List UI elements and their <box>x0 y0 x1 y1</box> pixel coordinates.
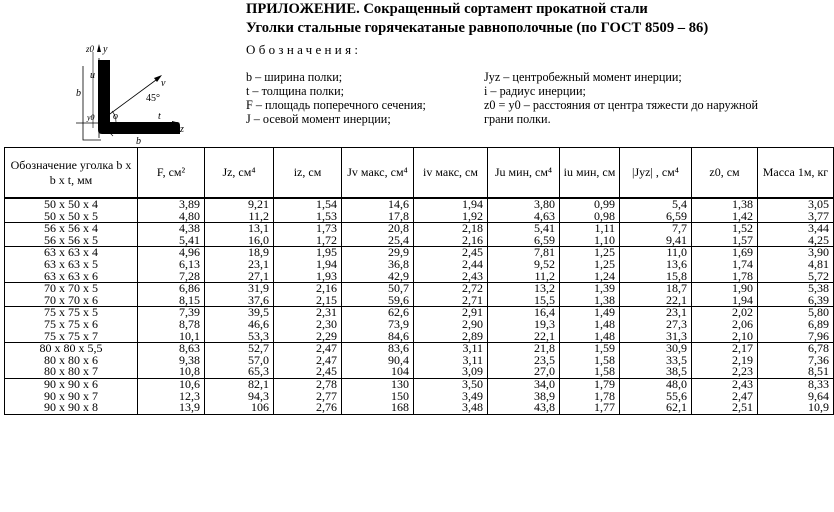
table-cell: 25,4 <box>342 235 414 247</box>
table-cell: 2,43 <box>414 271 488 283</box>
table-cell: 2,06 <box>692 319 758 331</box>
table-cell: 50,7 <box>342 283 414 295</box>
angle-steel-table <box>4 147 834 415</box>
table-cell: 3,77 <box>758 211 834 223</box>
table-row <box>5 271 834 283</box>
table-cell: 18,7 <box>620 283 692 295</box>
page-title: ПРИЛОЖЕНИЕ. Сокращенный сортамент прокатной стали <box>246 1 648 17</box>
profile-designation-cell: 70 х 70 х 6 <box>5 295 138 307</box>
table-cell: 3,50 <box>414 378 488 390</box>
table-cell: 5,41 <box>138 235 205 247</box>
table-cell: 8,33 <box>758 378 834 390</box>
column-header: iv макс, см <box>414 148 488 199</box>
profile-designation-cell: 90 х 90 х 8 <box>5 402 138 414</box>
table-cell: 6,89 <box>758 319 834 331</box>
table-cell: 1,57 <box>692 235 758 247</box>
table-cell: 2,17 <box>692 343 758 355</box>
table-cell: 6,39 <box>758 295 834 307</box>
table-cell: 5,72 <box>758 271 834 283</box>
table-cell: 2,19 <box>692 355 758 367</box>
column-header: Масса 1м, кг <box>758 148 834 199</box>
column-header: Jv макс, см⁴ <box>342 148 414 199</box>
profile-designation-cell: 50 х 50 х 5 <box>5 211 138 223</box>
table-cell: 82,1 <box>205 378 274 390</box>
table-cell: 1,58 <box>560 355 620 367</box>
table-cell: 9,21 <box>205 198 274 211</box>
profile-designation-cell: 56 х 56 х 5 <box>5 235 138 247</box>
table-cell: 38,5 <box>620 366 692 378</box>
table-cell: 11,0 <box>620 247 692 259</box>
b-left-label: b <box>76 88 81 99</box>
legend-left <box>246 70 426 126</box>
table-cell: 27,3 <box>620 319 692 331</box>
table-cell: 2,47 <box>692 391 758 403</box>
table-cell: 5,80 <box>758 307 834 319</box>
profile-designation-cell: 75 х 75 х 5 <box>5 307 138 319</box>
table-cell: 22,1 <box>620 295 692 307</box>
table-cell: 10,8 <box>138 366 205 378</box>
table-cell: 1,48 <box>560 319 620 331</box>
table-cell: 48,0 <box>620 378 692 390</box>
y-label: y <box>103 44 108 55</box>
table-cell: 36,8 <box>342 259 414 271</box>
table-cell: 2,15 <box>274 295 342 307</box>
table-cell: 4,81 <box>758 259 834 271</box>
table-cell: 29,9 <box>342 247 414 259</box>
table-cell: 10,1 <box>138 331 205 343</box>
profile-designation-cell: 80 х 80 х 5,5 <box>5 343 138 355</box>
table-cell: 2,02 <box>692 307 758 319</box>
table-row <box>5 223 834 235</box>
page-subtitle: Уголки стальные горячекатаные равнополочные (по ГОСТ 8509 – 86) <box>246 20 709 36</box>
profile-designation-cell: 63 х 63 х 5 <box>5 259 138 271</box>
table-cell: 5,41 <box>488 223 560 235</box>
table-row <box>5 259 834 271</box>
table-cell: 1,69 <box>692 247 758 259</box>
angle-label: 45° <box>146 93 160 104</box>
table-cell: 2,89 <box>414 331 488 343</box>
legend-item: грани полки. <box>484 112 551 126</box>
y0-label: y0 <box>87 113 95 122</box>
table-cell: 18,9 <box>205 247 274 259</box>
table-cell: 8,51 <box>758 366 834 378</box>
column-header: |Jyz| , см⁴ <box>620 148 692 199</box>
table-cell: 73,9 <box>342 319 414 331</box>
table-cell: 2,45 <box>274 366 342 378</box>
table-cell: 10,6 <box>138 378 205 390</box>
table-cell: 14,6 <box>342 198 414 211</box>
table-cell: 37,6 <box>205 295 274 307</box>
table-cell: 6,86 <box>138 283 205 295</box>
table-cell: 1,59 <box>560 343 620 355</box>
z-label: z <box>180 124 184 135</box>
table-cell: 9,41 <box>620 235 692 247</box>
table-cell: 10,9 <box>758 402 834 414</box>
table-cell: 2,47 <box>274 343 342 355</box>
table-cell: 1,92 <box>414 211 488 223</box>
table-cell: 1,72 <box>274 235 342 247</box>
legend-item: z0 = y0 – расстояния от центра тяжести до наружной <box>484 98 759 112</box>
table-cell: 3,49 <box>414 391 488 403</box>
table-cell: 2,44 <box>414 259 488 271</box>
table-cell: 5,4 <box>620 198 692 211</box>
table-cell: 106 <box>205 402 274 414</box>
b-bottom-label: b <box>136 136 141 146</box>
legend-item: F – площадь поперечного сечения; <box>246 98 426 112</box>
column-header: z0, см <box>692 148 758 199</box>
table-cell: 52,7 <box>205 343 274 355</box>
table-cell: 4,96 <box>138 247 205 259</box>
table-cell: 15,5 <box>488 295 560 307</box>
table-cell: 23,1 <box>620 307 692 319</box>
table-cell: 21,8 <box>488 343 560 355</box>
table-cell: 1,49 <box>560 307 620 319</box>
table-cell: 94,3 <box>205 391 274 403</box>
table-cell: 1,38 <box>692 198 758 211</box>
legend-right <box>484 70 758 126</box>
table-cell: 4,80 <box>138 211 205 223</box>
column-header: iz, см <box>274 148 342 199</box>
table-cell: 1,79 <box>560 378 620 390</box>
table-cell: 1,24 <box>560 271 620 283</box>
table-cell: 59,6 <box>342 295 414 307</box>
legend-caption: Обозначения: <box>246 42 362 57</box>
table-cell: 2,90 <box>414 319 488 331</box>
table-cell: 5,38 <box>758 283 834 295</box>
column-header: Ju мин, см⁴ <box>488 148 560 199</box>
table-cell: 1,54 <box>274 198 342 211</box>
table-cell: 65,3 <box>205 366 274 378</box>
table-row <box>5 307 834 319</box>
table-cell: 9,52 <box>488 259 560 271</box>
column-header: Обозначение уголка b x b x t, мм <box>5 148 138 199</box>
table-cell: 16,4 <box>488 307 560 319</box>
table-cell: 20,8 <box>342 223 414 235</box>
profile-designation-cell: 50 х 50 х 4 <box>5 198 138 211</box>
table-cell: 6,59 <box>488 235 560 247</box>
table-cell: 1,78 <box>560 391 620 403</box>
table-cell: 43,8 <box>488 402 560 414</box>
table-cell: 2,23 <box>692 366 758 378</box>
table-cell: 7,81 <box>488 247 560 259</box>
table-cell: 1,11 <box>560 223 620 235</box>
table-cell: 2,10 <box>692 331 758 343</box>
table-cell: 3,80 <box>488 198 560 211</box>
table-cell: 34,0 <box>488 378 560 390</box>
table-cell: 23,1 <box>205 259 274 271</box>
table-cell: 1,90 <box>692 283 758 295</box>
table-cell: 1,10 <box>560 235 620 247</box>
table-header-row <box>5 148 834 199</box>
table-cell: 53,3 <box>205 331 274 343</box>
table-cell: 55,6 <box>620 391 692 403</box>
table-cell: 1,39 <box>560 283 620 295</box>
table-cell: 4,25 <box>758 235 834 247</box>
table-cell: 3,48 <box>414 402 488 414</box>
table-cell: 4,63 <box>488 211 560 223</box>
profile-designation-cell: 63 х 63 х 4 <box>5 247 138 259</box>
table-cell: 27,1 <box>205 271 274 283</box>
table-cell: 3,89 <box>138 198 205 211</box>
table-cell: 12,3 <box>138 391 205 403</box>
table-cell: 7,39 <box>138 307 205 319</box>
table-cell: 2,43 <box>692 378 758 390</box>
table-cell: 6,59 <box>620 211 692 223</box>
table-cell: 38,9 <box>488 391 560 403</box>
profile-designation-cell: 70 х 70 х 5 <box>5 283 138 295</box>
y-axis-arrow <box>97 44 101 52</box>
table-cell: 13,9 <box>138 402 205 414</box>
table-cell: 17,8 <box>342 211 414 223</box>
table-row <box>5 319 834 331</box>
table-cell: 46,6 <box>205 319 274 331</box>
o-label: o <box>113 111 118 122</box>
table-row <box>5 402 834 414</box>
table-cell: 8,78 <box>138 319 205 331</box>
table-cell: 22,1 <box>488 331 560 343</box>
table-cell: 150 <box>342 391 414 403</box>
table-cell: 1,94 <box>692 295 758 307</box>
table-row <box>5 247 834 259</box>
table-cell: 2,77 <box>274 391 342 403</box>
table-cell: 90,4 <box>342 355 414 367</box>
table-row <box>5 331 834 343</box>
table-cell: 1,53 <box>274 211 342 223</box>
table-cell: 130 <box>342 378 414 390</box>
table-cell: 8,63 <box>138 343 205 355</box>
table-cell: 1,78 <box>692 271 758 283</box>
table-cell: 1,95 <box>274 247 342 259</box>
table-cell: 1,94 <box>414 198 488 211</box>
table-cell: 1,74 <box>692 259 758 271</box>
table-row <box>5 343 834 355</box>
table-cell: 2,72 <box>414 283 488 295</box>
profile-designation-cell: 80 х 80 х 6 <box>5 355 138 367</box>
table-row <box>5 198 834 211</box>
table-cell: 3,11 <box>414 343 488 355</box>
table-row <box>5 295 834 307</box>
table-cell: 4,38 <box>138 223 205 235</box>
angle-section-figure <box>68 38 192 146</box>
table-cell: 7,28 <box>138 271 205 283</box>
table-row <box>5 391 834 403</box>
table-cell: 3,05 <box>758 198 834 211</box>
table-cell: 3,11 <box>414 355 488 367</box>
table-row <box>5 235 834 247</box>
table-cell: 1,38 <box>560 295 620 307</box>
table-cell: 1,52 <box>692 223 758 235</box>
table-cell: 23,5 <box>488 355 560 367</box>
table-cell: 104 <box>342 366 414 378</box>
table-row <box>5 355 834 367</box>
profile-designation-cell: 56 х 56 х 4 <box>5 223 138 235</box>
profile-designation-cell: 90 х 90 х 7 <box>5 391 138 403</box>
table-cell: 15,8 <box>620 271 692 283</box>
column-header: Jz, см⁴ <box>205 148 274 199</box>
table-cell: 7,96 <box>758 331 834 343</box>
table-cell: 1,93 <box>274 271 342 283</box>
table-cell: 13,6 <box>620 259 692 271</box>
table-cell: 27,0 <box>488 366 560 378</box>
profile-designation-cell: 63 х 63 х 6 <box>5 271 138 283</box>
table-cell: 1,94 <box>274 259 342 271</box>
profile-designation-cell: 90 х 90 х 6 <box>5 378 138 390</box>
z0-label: z0 <box>86 44 95 54</box>
table-cell: 2,91 <box>414 307 488 319</box>
legend-item: b – ширина полки; <box>246 70 343 84</box>
table-cell: 31,3 <box>620 331 692 343</box>
table-cell: 9,38 <box>138 355 205 367</box>
table-cell: 2,30 <box>274 319 342 331</box>
table-cell: 1,73 <box>274 223 342 235</box>
table-cell: 2,78 <box>274 378 342 390</box>
table-cell: 1,58 <box>560 366 620 378</box>
table-cell: 2,18 <box>414 223 488 235</box>
v-label: v <box>161 78 166 89</box>
column-header: F, см² <box>138 148 205 199</box>
table-cell: 0,98 <box>560 211 620 223</box>
table-cell: 7,36 <box>758 355 834 367</box>
table-cell: 1,42 <box>692 211 758 223</box>
table-cell: 30,9 <box>620 343 692 355</box>
column-header: iu мин, см <box>560 148 620 199</box>
table-cell: 1,48 <box>560 331 620 343</box>
table-cell: 2,76 <box>274 402 342 414</box>
legend-item: i – радиус инерции; <box>484 84 586 98</box>
table-cell: 2,71 <box>414 295 488 307</box>
table-cell: 33,5 <box>620 355 692 367</box>
table-cell: 0,99 <box>560 198 620 211</box>
table-cell: 2,47 <box>274 355 342 367</box>
table-cell: 31,9 <box>205 283 274 295</box>
table-row <box>5 211 834 223</box>
table-cell: 6,13 <box>138 259 205 271</box>
table-cell: 9,64 <box>758 391 834 403</box>
table-cell: 62,6 <box>342 307 414 319</box>
table-row <box>5 283 834 295</box>
table-cell: 84,6 <box>342 331 414 343</box>
angle-profile <box>98 60 180 134</box>
table-cell: 39,5 <box>205 307 274 319</box>
u-label: u <box>90 70 95 81</box>
table-cell: 6,78 <box>758 343 834 355</box>
table-cell: 13,2 <box>488 283 560 295</box>
profile-designation-cell: 75 х 75 х 6 <box>5 319 138 331</box>
table-cell: 42,9 <box>342 271 414 283</box>
table-cell: 2,45 <box>414 247 488 259</box>
table-cell: 3,09 <box>414 366 488 378</box>
table-cell: 8,15 <box>138 295 205 307</box>
table-cell: 62,1 <box>620 402 692 414</box>
table-cell: 13,1 <box>205 223 274 235</box>
table-cell: 2,16 <box>414 235 488 247</box>
profile-designation-cell: 80 х 80 х 7 <box>5 366 138 378</box>
table-cell: 16,0 <box>205 235 274 247</box>
table-cell: 3,44 <box>758 223 834 235</box>
table-cell: 2,31 <box>274 307 342 319</box>
table-cell: 57,0 <box>205 355 274 367</box>
table-cell: 19,3 <box>488 319 560 331</box>
t-label: t <box>158 111 161 122</box>
table-cell: 168 <box>342 402 414 414</box>
profile-designation-cell: 75 х 75 х 7 <box>5 331 138 343</box>
table-cell: 1,77 <box>560 402 620 414</box>
table-row <box>5 378 834 390</box>
table-cell: 2,51 <box>692 402 758 414</box>
table-row <box>5 366 834 378</box>
table-cell: 11,2 <box>488 271 560 283</box>
table-cell: 11,2 <box>205 211 274 223</box>
table-cell: 1,25 <box>560 259 620 271</box>
table-cell: 2,29 <box>274 331 342 343</box>
legend-item: Jyz – центробежный момент инерции; <box>484 70 682 84</box>
table-cell: 1,25 <box>560 247 620 259</box>
table-cell: 83,6 <box>342 343 414 355</box>
table-cell: 3,90 <box>758 247 834 259</box>
legend-item: J – осевой момент инерции; <box>246 112 391 126</box>
table-cell: 7,7 <box>620 223 692 235</box>
table-cell: 2,16 <box>274 283 342 295</box>
legend-item: t – толщина полки; <box>246 84 345 98</box>
